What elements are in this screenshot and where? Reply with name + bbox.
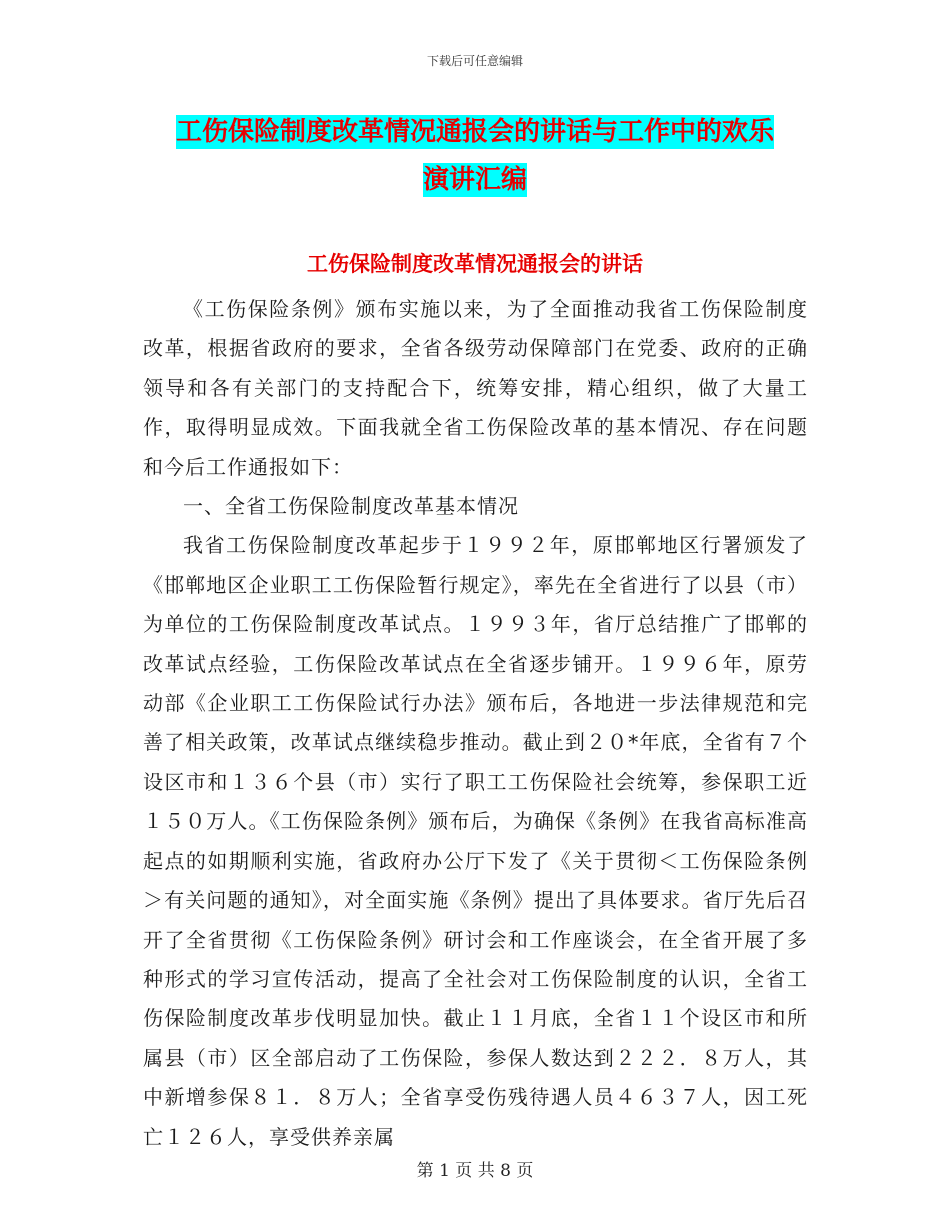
document-title-line-2: 演讲汇编: [422, 165, 527, 195]
body-text: [143, 290, 808, 1157]
document-title: [0, 108, 950, 204]
header-note: 下载后可任意编辑: [426, 54, 523, 68]
page-footer: 第 1 页 共 8 页: [416, 1161, 534, 1181]
document-title-line-1: 工伤保险制度改革情况通报会的讲话与工作中的欢乐: [175, 117, 774, 147]
paragraph: 《工伤保险条例》颁布实施以来，为了全面推动我省工伤保险制度改革，根据省政府的要求，全省各级劳动保障部门在党委、政府的正确领导和各有关部门的支持配合下，统筹安排，精心组织，做了大量工作，取得明显成效。下面我就全省工伤保险改革的基本情况、存在问题和今后工作通报如下：: [143, 297, 808, 479]
paragraph: 我省工伤保险制度改革起步于１９９２年，原邯郸地区行署颁发了《邯郸地区企业职工工伤保险暂行规定》，率先在全省进行了以县（市）为单位的工伤保险制度改革试点。１９９３年，省厅总结推广了邯郸的改革试点经验，工伤保险改革试点在全省逐步铺开。１９９６年，原劳动部《企业职工工伤保险试行办法》颁布后，各地进一步法律规范和完善了相关政策，改革试点继续稳步推动。截止到２０*年底，全省有７个设区市和１３６个县（市）实行了职工工伤保险社会统筹，参保职工近１５０万人。《工伤保险条例》颁布后，为确保《条例》在我省高标准高起点的如期顺利实施，省政府办公厅下发了《关于贯彻＜工伤保险条例＞有关问题的通知》，对全面实施《条例》提出了具体要求。省厅先后召开了全省贯彻《工伤保险条例》研讨会和工作座谈会，在全省开展了多种形式的学习宣传活动，提高了全社会对工伤保险制度的认识，全省工伤保险制度改革步伐明显加快。截止１１月底，全省１１个设区市和所属县（市）区全部启动了工伤保险，参保人数达到２２２．８万人，其中新增参保８１．８万人；全省享受伤残待遇人员４６３７人，因工死亡１２６人，享受供养亲属: [143, 533, 808, 1149]
paragraph-heading: 一、全省工伤保险制度改革基本情况: [183, 494, 519, 519]
section-title: 工伤保险制度改革情况通报会的讲话: [307, 252, 643, 276]
